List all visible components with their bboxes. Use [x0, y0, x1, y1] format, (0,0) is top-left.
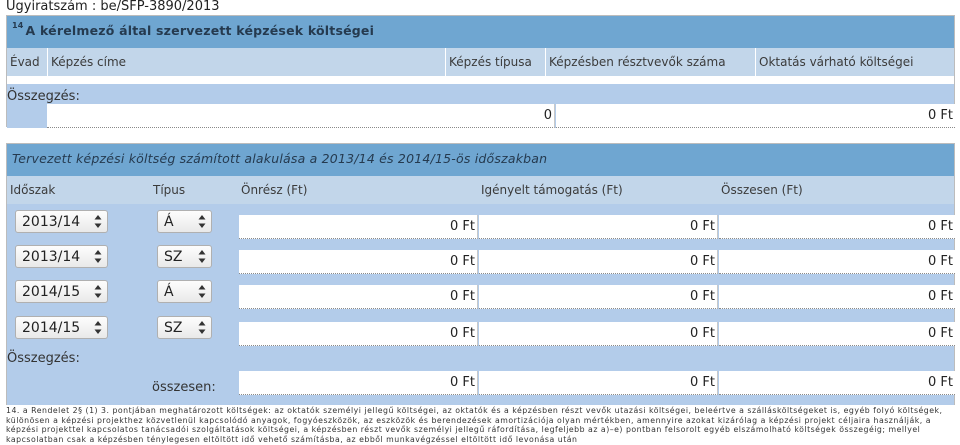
- planned-costs-panel: [6, 143, 955, 405]
- training-summary-row: [7, 84, 954, 128]
- type-select[interactable]: Á: [157, 210, 212, 233]
- period-select[interactable]: 2013/14: [15, 245, 108, 268]
- grand-total: 0 Ft: [719, 371, 955, 395]
- period-select[interactable]: 2014/15: [15, 316, 108, 339]
- col-own-share: Önrész (Ft): [241, 183, 308, 197]
- table-row: [7, 204, 954, 240]
- col-participants: Képzésben résztvevők száma: [545, 48, 755, 76]
- planned-costs-title: Tervezett képzési költség számított alakulása a 2013/14 és 2014/15-ös időszakban: [7, 144, 954, 176]
- total-value: 0 Ft: [719, 322, 955, 346]
- col-training-type: Képzés típusa: [445, 48, 545, 76]
- support-total: 0 Ft: [479, 371, 718, 395]
- summary-label: Összegzés:: [7, 89, 80, 104]
- support-value: 0 Ft: [479, 322, 718, 346]
- planned-costs-header: [7, 176, 954, 204]
- up-down-arrows-icon: [198, 214, 206, 229]
- col-requested-support: Igényelt támogatás (Ft): [481, 183, 623, 197]
- up-down-arrows-icon: [94, 320, 102, 335]
- support-value: 0 Ft: [479, 250, 718, 274]
- period-summary-row: [7, 348, 954, 405]
- support-value: 0 Ft: [479, 285, 718, 309]
- col-expected-cost: Oktatás várható költségei: [755, 48, 956, 76]
- total-value: 0 Ft: [719, 285, 955, 309]
- up-down-arrows-icon: [198, 249, 206, 264]
- expected-cost-sum: 0 Ft: [556, 104, 955, 128]
- table-row: [7, 276, 954, 312]
- own-share-value: 0 Ft: [239, 215, 478, 239]
- up-down-arrows-icon: [94, 284, 102, 299]
- participants-sum: 0: [47, 104, 555, 128]
- col-period: Időszak: [10, 183, 56, 197]
- col-total: Összesen (Ft): [721, 183, 803, 197]
- up-down-arrows-icon: [94, 249, 102, 264]
- type-select[interactable]: SZ: [157, 316, 212, 339]
- training-costs-title: $^{14}$ A kérelmező által szervezett képzések költségei: [7, 16, 954, 48]
- table-row: [7, 240, 954, 276]
- type-select[interactable]: Á: [157, 280, 212, 303]
- total-label: összesen:: [152, 380, 216, 395]
- reference-number: Ügyiratszám : be/SFP-3890/2013: [6, 0, 220, 14]
- col-season: Évad: [10, 55, 40, 69]
- training-costs-panel: [6, 15, 955, 127]
- up-down-arrows-icon: [94, 214, 102, 229]
- col-training-title: Képzés címe: [47, 48, 445, 76]
- table-row: [7, 312, 954, 348]
- own-share-total: 0 Ft: [239, 371, 478, 395]
- own-share-value: 0 Ft: [239, 250, 478, 274]
- total-value: 0 Ft: [719, 215, 955, 239]
- total-value: 0 Ft: [719, 250, 955, 274]
- training-costs-header: [7, 48, 954, 76]
- period-select[interactable]: 2014/15: [15, 280, 108, 303]
- up-down-arrows-icon: [198, 320, 206, 335]
- support-value: 0 Ft: [479, 215, 718, 239]
- period-select[interactable]: 2013/14: [15, 210, 108, 233]
- own-share-value: 0 Ft: [239, 322, 478, 346]
- type-select[interactable]: SZ: [157, 245, 212, 268]
- summary-label: Összegzés:: [7, 351, 80, 366]
- footnote-text: 14. a Rendelet 2§ (1) 3. pontjában meghatározott költségek: az oktatók személyi jellegű költségei, az oktatók és a képzésben részt vevők utazási költségei, beleértve a szállásköltségeket is, egyéb folyó költségek, különösen a képzési projekthez közvetlenül kapcsolódó anyagok, fogyóeszközök, az eszközök és berendezések amortizációja olyan mértékben, amennyire azokat kizárólag a képzési projekt céljaira használják, a képzési projekttel kapcsolatos tanácsadói szolgáltatások költségei, a képzésben részt vevők személyi jellegű ráfordítása, legfeljebb az a)–e) pontban felsorolt egyéb elszámolható költségek összegéig; mellyel kapcsolatban csak a képzésben ténylegesen eltöltött idő vehető számításba, az ebből munkavégzéssel eltöltött idő levonása után: [6, 406, 943, 444]
- up-down-arrows-icon: [198, 284, 206, 299]
- col-type: Típus: [153, 183, 186, 197]
- own-share-value: 0 Ft: [239, 285, 478, 309]
- footnote-marker: 14: [12, 21, 24, 30]
